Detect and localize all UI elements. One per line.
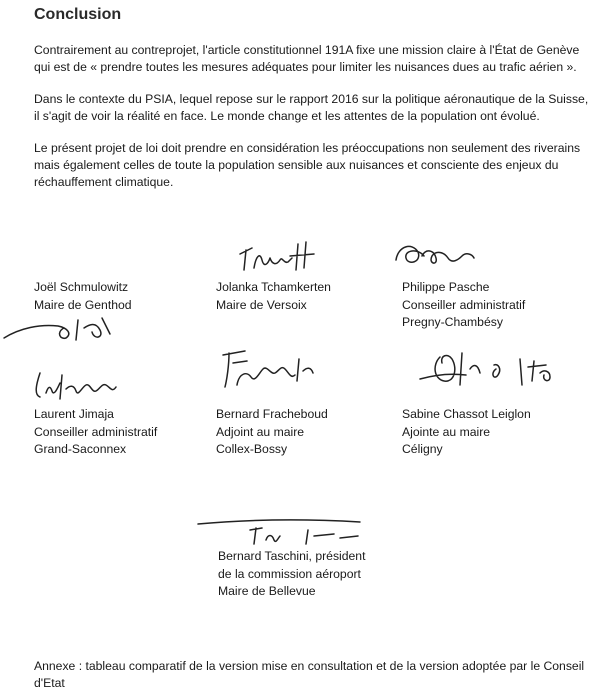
signature-jimaja xyxy=(30,365,125,405)
signatory-chassot-leiglon: Sabine Chassot Leiglon Ajointe au maire Céligny xyxy=(402,407,531,456)
signature-chassot-leiglon xyxy=(410,345,570,397)
signatory-jimaja: Laurent Jimaja Conseiller administratif Grand-Saconnex xyxy=(34,407,158,456)
annex-note: Annexe : tableau comparatif de la version mise en consultation et de la version adoptée par le Conseil d'Etat xyxy=(34,659,585,690)
signatory-tchamkerten: Jolanka Tchamkerten Maire de Versoix xyxy=(216,280,331,312)
signature-schmulowitz xyxy=(0,310,120,346)
paragraph-1: Contrairement au contreprojet, l'article constitutionnel 191A fixe une mission claire à l'État de Genève qui est de « prendre toutes les mesures adéquates pour limiter les nuisances dues au trafic aérien ». xyxy=(34,43,580,74)
paragraph-2: Dans le contexte du PSIA, lequel repose sur le rapport 2016 sur la politique aéronautique de la Suisse, il s'agit de voir la réalité en face. Le monde change et les attentes de la population ont évolué. xyxy=(34,92,589,123)
page-title: Conclusion xyxy=(34,6,122,23)
signature-tchamkerten xyxy=(228,238,328,276)
signature-fracheboud xyxy=(215,345,320,393)
signatory-taschini: Bernard Taschini, président de la commission aéroport Maire de Bellevue xyxy=(218,549,366,598)
signature-pasche xyxy=(388,238,483,274)
signatory-schmulowitz: Joël Schmulowitz Maire de Genthod xyxy=(34,280,132,312)
signature-taschini xyxy=(192,514,367,548)
signatory-fracheboud: Bernard Fracheboud Adjoint au maire Collex-Bossy xyxy=(216,407,328,456)
paragraph-3: Le présent projet de loi doit prendre en considération les préoccupations non seulement des riverains mais également celles de toute la population sensible aux nuisances et consciente des enjeux du réchauffement climatique. xyxy=(34,141,581,189)
signatory-pasche: Philippe Pasche Conseiller administratif Pregny-Chambésy xyxy=(402,280,526,329)
